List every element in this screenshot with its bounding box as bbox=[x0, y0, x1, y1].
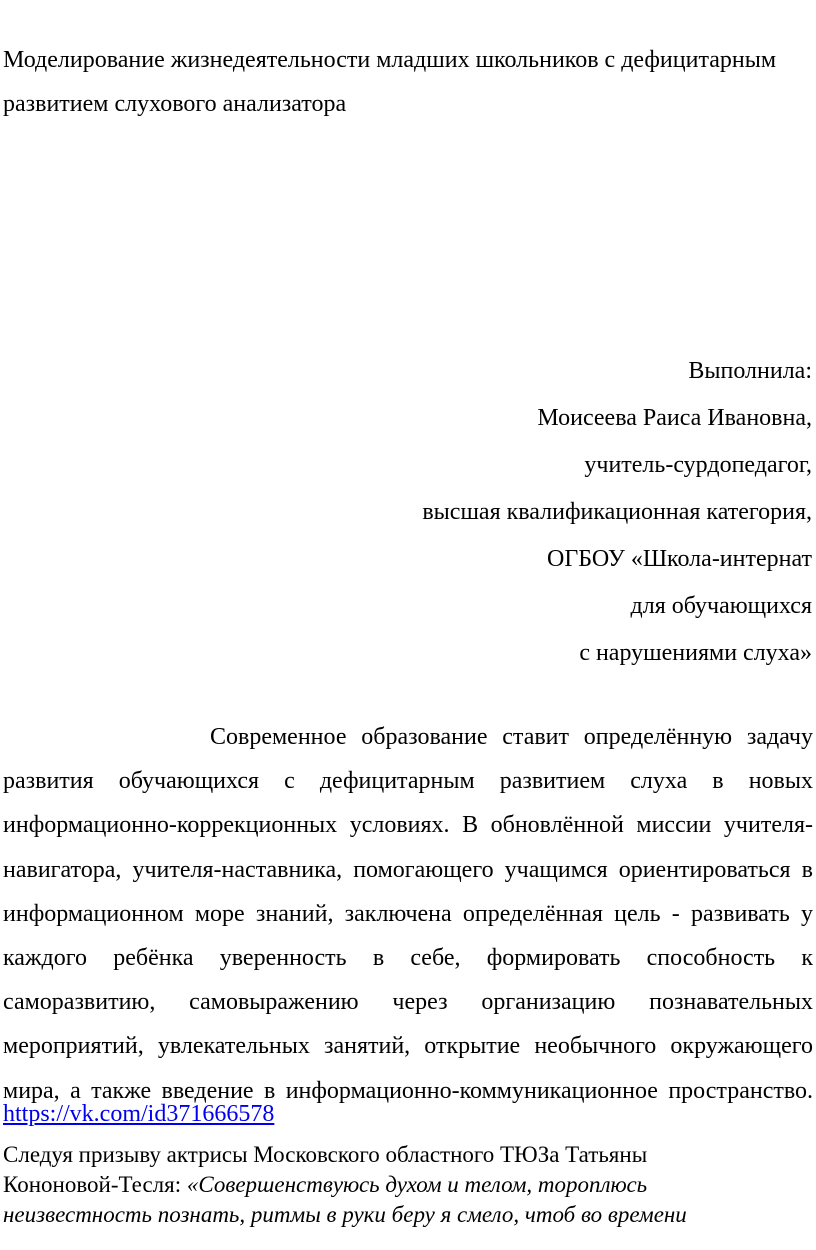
author-label: Выполнила: bbox=[688, 358, 812, 384]
main-paragraph bbox=[3, 715, 813, 1113]
author-organization-line-3: с нарушениями слуха» bbox=[579, 640, 812, 666]
author-organization-line-2: для обучающихся bbox=[630, 593, 812, 619]
paragraph-line: развития обучающихся с дефицитарным развитием слуха в новых bbox=[3, 768, 813, 795]
document-title bbox=[3, 38, 803, 126]
quote-text-continued: неизвестность познать, ритмы в руки беру я смело, чтоб во времени bbox=[3, 1202, 687, 1227]
author-block bbox=[422, 348, 812, 677]
paragraph-line: Современное образование ставит определённую задачу bbox=[210, 724, 813, 750]
vk-profile-link[interactable]: https://vk.com/id371666578 bbox=[3, 1101, 275, 1127]
title-line-2: развитием слухового анализатора bbox=[3, 91, 347, 117]
author-organization-line-1: ОГБОУ «Школа-интернат bbox=[547, 546, 812, 572]
author-category: высшая квалификационная категория, bbox=[422, 499, 812, 525]
paragraph-line: каждого ребёнка уверенность в себе, формировать способность к bbox=[3, 945, 813, 972]
author-name: Моисеева Раиса Ивановна, bbox=[537, 405, 812, 431]
paragraph-line: информационном море знаний, заключена определённая цель - развивать у bbox=[3, 900, 813, 927]
paragraph-line: информационно-коррекционных условиях. В обновлённой миссии учителя- bbox=[3, 812, 813, 839]
author-position: учитель-сурдопедагог, bbox=[584, 452, 812, 478]
title-line-1: Моделирование жизнедеятельности младших школьников с дефицитарным bbox=[3, 47, 777, 73]
paragraph-line: мероприятий, увлекательных занятий, открытие необычного окружающего bbox=[3, 1033, 813, 1060]
quote-attribution: Кононовой-Тесля: bbox=[3, 1172, 187, 1197]
paragraph-line: саморазвитию, самовыражению через организацию познавательных bbox=[3, 989, 813, 1016]
quote-line-1: Следуя призыву актрисы Московского областного ТЮЗа Татьяны bbox=[3, 1142, 648, 1167]
paragraph-line: навигатора, учителя-наставника, помогающего учащимся ориентироваться в bbox=[3, 856, 813, 883]
link-line bbox=[3, 1094, 274, 1134]
quote-paragraph bbox=[3, 1140, 803, 1230]
quote-text-start: «Совершенствуюсь духом и телом, тороплюсь bbox=[186, 1172, 648, 1197]
quote-line-2 bbox=[3, 1170, 803, 1200]
quote-line-3 bbox=[3, 1200, 803, 1230]
paragraph-line: мира, а также введение в информационно-коммуникационное пространство. bbox=[3, 1077, 813, 1104]
